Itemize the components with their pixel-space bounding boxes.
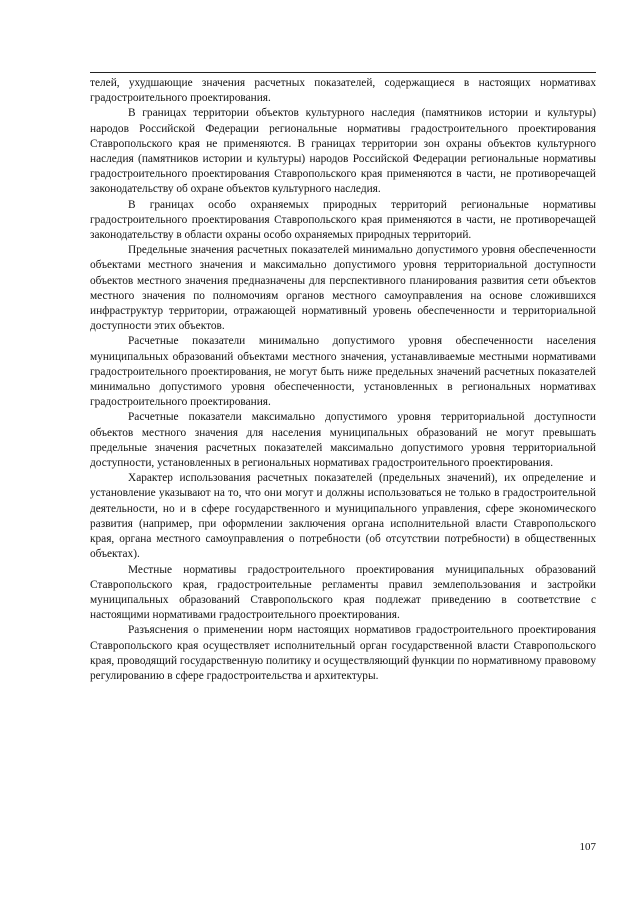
paragraph-continuation: телей, ухудшающие значения расчетных показателей, содержащиеся в настоящих нормативах градостроительного проектирования. <box>90 77 596 105</box>
paragraph-maximum-accessibility: Расчетные показатели максимально допустимого уровня территориальной доступности объектов местного значения для населения муниципальных образований не могут превышать предельные значения расчетных показателей максимально допустимого уровня территориальной доступности, установленных в региональных нормативах градостроительного проектирования. <box>90 411 596 470</box>
paragraph-minimum-provision: Расчетные показатели минимально допустимого уровня обеспеченности населения муниципальных образований объектами местного значения, устанавливаемые местными нормативами градостроительного проектирования, не могут быть ниже предельных значений расчетных показателей минимально допустимого уровня обеспеченности, установленных в региональных нормативах градостроительного проектирования. <box>90 335 596 409</box>
paragraph-clarifications: Разъяснения о применении норм настоящих нормативов градостроительного проектирования Ставропольского края осуществляет исполнительный орган государственной власти Ставропольского края, проводящий государственную политику и осуществляющий функции по нормативному правовому регулированию в сфере градостроительства и архитектуры. <box>90 624 596 682</box>
paragraph-cultural-heritage: В границах территории объектов культурного наследия (памятников истории и культуры) народов Российской Федерации региональные нормативы градостроительного проектирования Ставропольского края не применяются. В границах территории зон охраны объектов культурного наследия (памятников истории и культуры) народов Российской Федерации региональные нормативы градостроительного проектирования Ставропольского края применяются в части, не противоречащей законодательству об охране объектов культурного наследия. <box>90 107 596 196</box>
paragraph-usage-character: Характер использования расчетных показателей (предельных значений), их определение и установление указывают на то, что они могут и должны использоваться не только в градостроительной деятельности, но и в сфере государственного и муниципального управления, сфере экономического развития (например, при оформлении заключения органа исполнительной власти Ставропольского края, органа местного самоуправления о потребности (об отсутствии потребности) в общественных объектах). <box>90 472 596 561</box>
paragraph-local-standards: Местные нормативы градостроительного проектирования муниципальных образований Ставропольского края, градостроительные регламенты правил землепользования и застройки муниципальных образований Ставропольского края подлежат приведению в соответствие с настоящими нормативами градостроительного проектирования. <box>90 563 596 622</box>
paragraph-limit-values: Предельные значения расчетных показателей минимально допустимого уровня обеспеченности объектами местного значения и максимально допустимого уровня территориальной доступности объектов местного значения предназначены для перспективного планирования развития сети объектов местного значения по полномочиям органов местного самоуправления на основе сложившихся инфраструктур территории, отражающей нормативный уровень обеспеченности и территориальной доступности этих объектов. <box>90 244 596 333</box>
paragraph-protected-areas: В границах особо охраняемых природных территорий региональные нормативы градостроительного проектирования Ставропольского края применяются в части, не противоречащей законодательству в области охраны особо охраняемых природных территорий. <box>90 198 596 242</box>
page-number: 107 <box>579 841 596 853</box>
header-rule <box>90 72 596 73</box>
body-text <box>90 76 596 684</box>
